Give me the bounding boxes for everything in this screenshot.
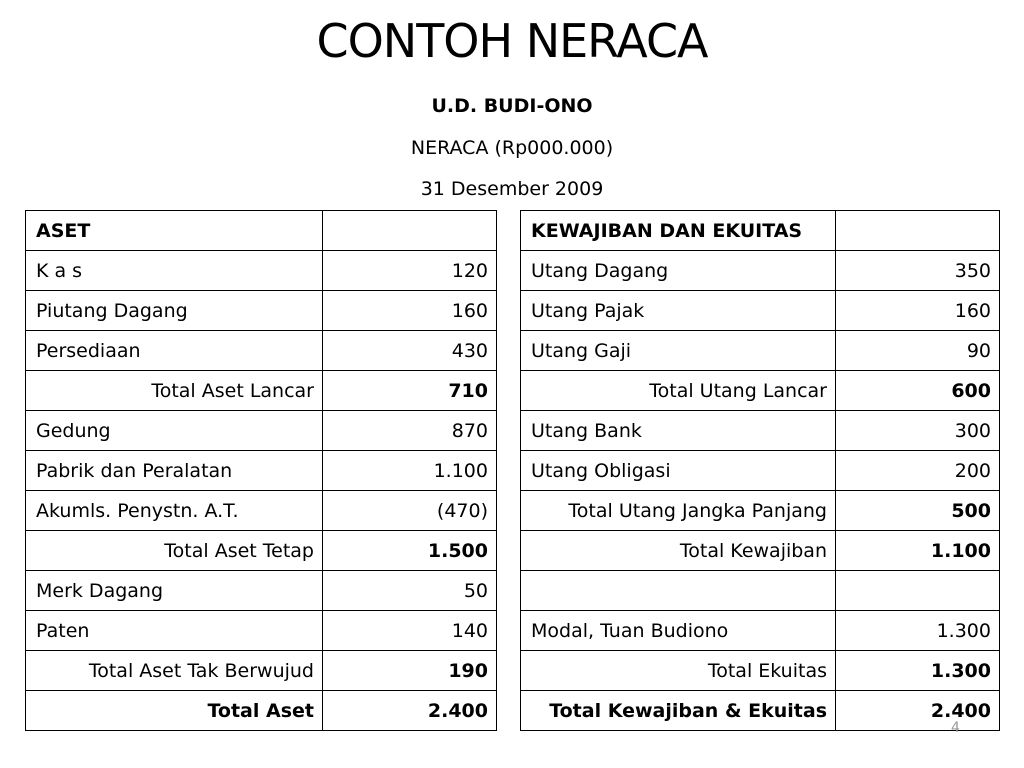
table-row xyxy=(521,331,1000,371)
assets-header-row xyxy=(26,211,497,251)
asset-label: Persediaan xyxy=(26,331,323,371)
subtotal-row xyxy=(521,651,1000,691)
grand-total-row xyxy=(26,691,497,731)
table-row xyxy=(521,411,1000,451)
table-row xyxy=(26,331,497,371)
liability-value xyxy=(836,571,1000,611)
equity-subtotal-label: Total Ekuitas xyxy=(521,651,836,691)
liabilities-header-blank xyxy=(836,211,1000,251)
asset-value: (470) xyxy=(323,491,497,531)
liability-label: Utang Dagang xyxy=(521,251,836,291)
subtotal-row xyxy=(26,371,497,411)
assets-header: ASET xyxy=(26,211,323,251)
company-name: U.D. BUDI-ONO xyxy=(431,95,593,117)
asset-value: 430 xyxy=(323,331,497,371)
liability-value: 200 xyxy=(836,451,1000,491)
liability-value: 350 xyxy=(836,251,1000,291)
subtotal-row xyxy=(26,531,497,571)
asset-subtotal-value: 1.500 xyxy=(323,531,497,571)
table-row xyxy=(26,291,497,331)
table-row xyxy=(521,611,1000,651)
liability-label: Utang Obligasi xyxy=(521,451,836,491)
liability-label: Utang Bank xyxy=(521,411,836,451)
liability-label: Utang Gaji xyxy=(521,331,836,371)
asset-label: Piutang Dagang xyxy=(26,291,323,331)
liability-label xyxy=(521,571,836,611)
statement-title: NERACA (Rp000.000) xyxy=(410,137,614,159)
table-row xyxy=(26,571,497,611)
asset-value: 120 xyxy=(323,251,497,291)
liabilities-header: KEWAJIBAN DAN EKUITAS xyxy=(521,211,836,251)
statement-date: 31 Desember 2009 xyxy=(420,178,604,200)
liability-value: 300 xyxy=(836,411,1000,451)
total-assets-value: 2.400 xyxy=(323,691,497,731)
asset-label: Merk Dagang xyxy=(26,571,323,611)
asset-label: Akumls. Penystn. A.T. xyxy=(26,491,323,531)
table-row xyxy=(26,251,497,291)
table-row xyxy=(521,451,1000,491)
table-row xyxy=(26,451,497,491)
slide-title: CONTOH NERACA xyxy=(316,14,708,68)
liabilities-header-row xyxy=(521,211,1000,251)
assets-table xyxy=(25,210,497,731)
subtotal-row xyxy=(521,531,1000,571)
liability-subtotal-label: Total Utang Jangka Panjang xyxy=(521,491,836,531)
liability-subtotal-value: 600 xyxy=(836,371,1000,411)
asset-value: 160 xyxy=(323,291,497,331)
asset-subtotal-value: 190 xyxy=(323,651,497,691)
equity-subtotal-value: 1.300 xyxy=(836,651,1000,691)
asset-label: K a s xyxy=(26,251,323,291)
total-liabilities-equity-label: Total Kewajiban & Ekuitas xyxy=(521,691,836,731)
asset-subtotal-value: 710 xyxy=(323,371,497,411)
asset-value: 50 xyxy=(323,571,497,611)
subtotal-row xyxy=(521,371,1000,411)
table-row xyxy=(521,291,1000,331)
liabilities-equity-table xyxy=(520,210,1000,731)
total-assets-label: Total Aset xyxy=(26,691,323,731)
liability-label: Utang Pajak xyxy=(521,291,836,331)
slide-page-number: 4 xyxy=(951,720,960,736)
liability-subtotal-value: 1.100 xyxy=(836,531,1000,571)
table-row xyxy=(26,491,497,531)
equity-value: 1.300 xyxy=(836,611,1000,651)
table-row xyxy=(26,611,497,651)
liability-subtotal-label: Total Utang Lancar xyxy=(521,371,836,411)
equity-label: Modal, Tuan Budiono xyxy=(521,611,836,651)
liability-subtotal-label: Total Kewajiban xyxy=(521,531,836,571)
asset-value: 1.100 xyxy=(323,451,497,491)
total-liabilities-equity-value: 2.400 xyxy=(836,691,1000,731)
grand-total-row xyxy=(521,691,1000,731)
asset-subtotal-label: Total Aset Tetap xyxy=(26,531,323,571)
subtotal-row xyxy=(26,651,497,691)
asset-label: Pabrik dan Peralatan xyxy=(26,451,323,491)
asset-label: Paten xyxy=(26,611,323,651)
table-row xyxy=(26,411,497,451)
asset-value: 140 xyxy=(323,611,497,651)
liability-value: 160 xyxy=(836,291,1000,331)
assets-header-blank xyxy=(323,211,497,251)
liability-value: 90 xyxy=(836,331,1000,371)
liability-subtotal-value: 500 xyxy=(836,491,1000,531)
asset-subtotal-label: Total Aset Lancar xyxy=(26,371,323,411)
asset-subtotal-label: Total Aset Tak Berwujud xyxy=(26,651,323,691)
asset-label: Gedung xyxy=(26,411,323,451)
table-row xyxy=(521,571,1000,611)
subtotal-row xyxy=(521,491,1000,531)
asset-value: 870 xyxy=(323,411,497,451)
table-row xyxy=(521,251,1000,291)
